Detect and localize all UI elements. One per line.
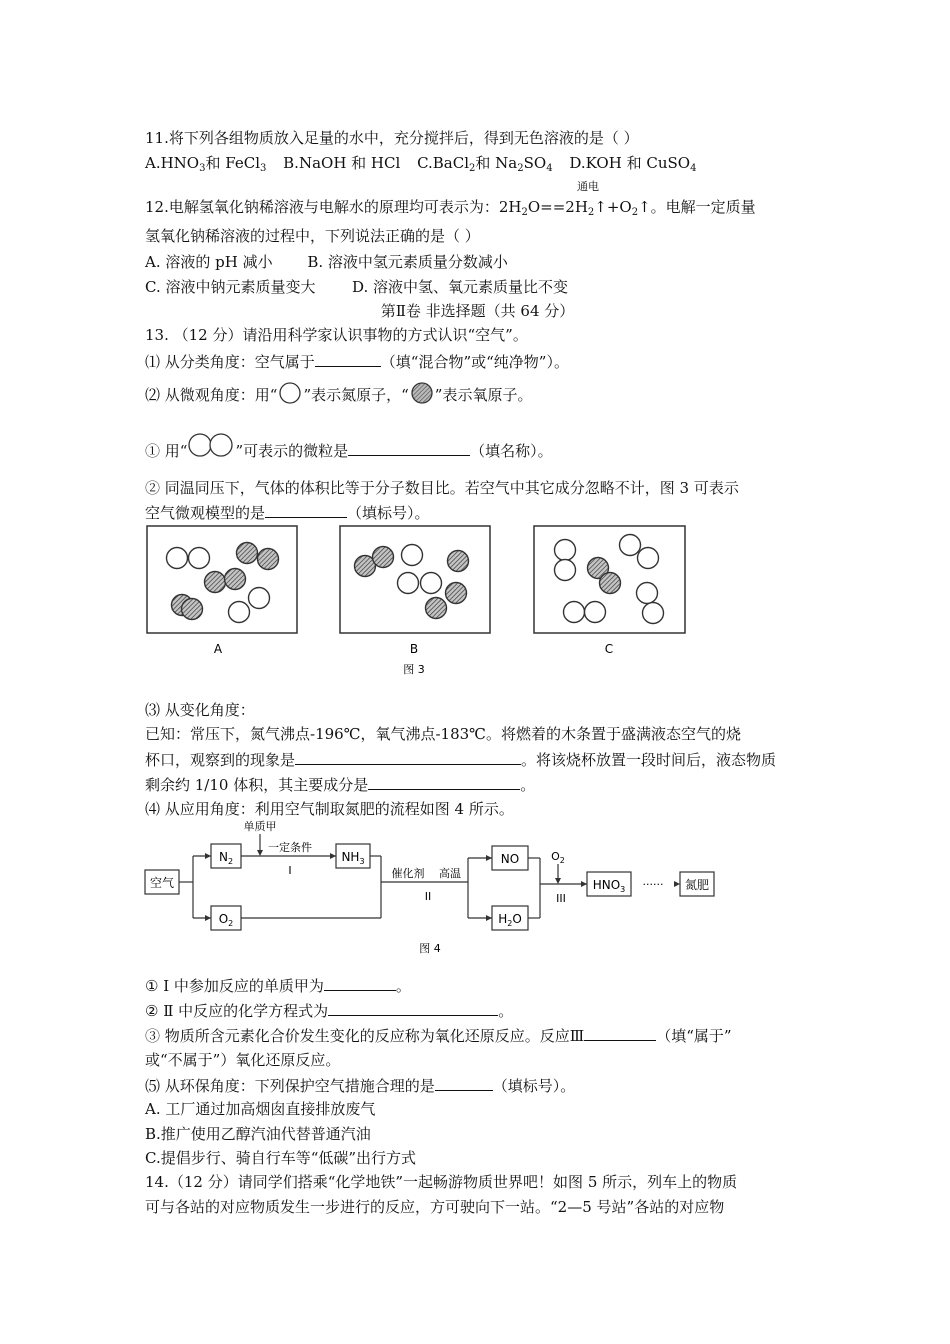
answer-blank[interactable] [584,1025,656,1041]
oxygen-atom-icon [182,599,203,620]
fig3-label-a: A [213,642,223,656]
q13-part2: ⑵ 从微观角度：用“ ”表示氮原子，“ ”表示氧原子。 [145,382,532,405]
nitrogen-atom-icon [189,548,210,569]
fig4-air-label: 空气 [149,876,175,890]
answer-blank[interactable] [348,440,470,456]
q13-part3-line3: 剩余约 1/10 体积，其主要成分是 。 [145,776,536,794]
q13-part3-line2: 杯口，观察到的现象是 。将该烧杯放置一段时间后，液态物质 [145,751,777,769]
fig4-caption: 图 4 [419,942,441,955]
fig3-label-c: C [604,642,614,656]
nitrogen-atom-icon [398,573,419,594]
q12-option-b: B. 溶液中氢元素质量分数减小 [307,253,508,271]
fig4-no-label: NO [500,852,520,866]
q13-stem: 13. （12 分）请沿用科学家认识事物的方式认识“空气”。 [145,326,528,344]
oxygen-atom-icon [446,583,467,604]
fig4-reaction-1-label: I [288,864,292,877]
q12-condition: 通电 [577,180,599,193]
q11-option-c: C.BaCl$_2$和 $Na_2SO_4$ [417,154,553,174]
q11-options [145,153,696,173]
q12-stem-line1: 12.电解氢氧化钠稀溶液与电解水的原理均可表示为：$2H_2O==2H_2↑+O_2↑$。电解一定质量 [145,198,756,218]
fig3-caption: 图 3 [403,663,425,676]
q12-options-ab [145,252,508,272]
nitrogen-atom-icon [277,382,303,404]
fig4-dots: ······ [642,878,664,891]
q13-part5-option-c: C.提倡步行、骑自行车等“低碳”出行方式 [145,1149,417,1167]
q11-option-a: $A.HNO_3$和 FeCl$_3$ [145,154,267,174]
nitrogen-atom-icon [643,603,664,624]
oxygen-atom-icon [237,543,258,564]
oxygen-atom-icon [225,569,246,590]
answer-blank[interactable] [295,749,521,765]
section-title: 第Ⅱ卷 非选择题（共 64 分） [380,302,575,320]
q12-stem-line2: 氢氧化钠稀溶液的过程中，下列说法正确的是（ ） [145,227,480,245]
oxygen-atom-icon [258,549,279,570]
q12-option-d: D. 溶液中氢、氧元素质量比不变 [352,278,569,296]
q13-part4-1: ① Ⅰ 中参加反应的单质甲为 。 [145,977,411,995]
nitrogen-atom-icon [638,548,659,569]
fig4-reaction-3-label: III [556,892,566,905]
q13-part5-option-a: A. 工厂通过加高烟囱直接排放废气 [145,1100,376,1118]
q13-part3-line1: 已知：常压下，氮气沸点-196℃，氧气沸点-183℃。将燃着的木条置于盛满液态空气的烧 [145,725,741,743]
nitrogen-atom-icon [249,588,270,609]
nitrogen-atom-icon [564,602,585,623]
figure-4 [140,818,730,960]
fig4-o2-input-label: $O_2$ [551,850,565,865]
oxygen-atom-icon [426,598,447,619]
fig4-condition-label: 一定条件 [268,841,312,854]
q12-option-a: A. 溶液的 pH 减小 [145,253,273,271]
answer-blank[interactable] [328,1000,498,1016]
oxygen-atom-icon [600,573,621,594]
fig4-n2-label: $N_2$ [218,850,234,866]
q13-part2-2-line2: 空气微观模型的是 （填标号）。 [145,504,430,522]
fig4-h2o-label: $H_2O$ [498,912,522,928]
nitrogen-atom-icon [555,540,576,561]
q13-part4-3-line1: ③ 物质所含元素化合价发生变化的反应称为氧化还原反应。反应Ⅲ （填“属于” [145,1027,732,1045]
q13-part2-2-line1: ② 同温同压下，气体的体积比等于分子数目比。若空气中其它成分忽略不计，图 3 可表示 [145,479,739,497]
q13-part5-option-b: B.推广使用乙醇汽油代替普通汽油 [145,1125,371,1143]
answer-blank[interactable] [368,774,520,790]
q12-equation: $2H_2O==2H_2↑+O_2↑$。电解一定质量 [498,198,756,218]
oxygen-atom-icon [409,382,435,404]
figure-3 [140,520,700,680]
fig4-high-temp-label: 高温 [439,867,461,880]
q14-line1: 14.（12 分）请同学们搭乘“化学地铁”一起畅游物质世界吧！如图 5 所示，列车上的物质 [145,1173,738,1191]
fig3-label-b: B [409,642,419,656]
nitrogen-atom-icon [167,548,188,569]
fig4-element-a-label: 单质甲 [243,820,277,833]
fig4-hno3-label: $HNO_3$ [592,878,626,894]
nitrogen-atom-icon [402,545,423,566]
q13-part3-title: ⑶ 从变化角度： [145,701,255,719]
q13-part1: ⑴ 从分类角度：空气属于 （填“混合物”或“纯净物”）。 [145,353,569,371]
oxygen-atom-icon [205,572,226,593]
nitrogen-atom-icon [637,583,658,604]
q13-part5-title: ⑸ 从环保角度：下列保护空气措施合理的是 （填标号）。 [145,1077,576,1095]
q14-line2: 可与各站的对应物质发生一步进行的反应，方可驶向下一站。“2—5 号站”各站的对应物 [145,1198,725,1216]
fig4-fertilizer-label: 氮肥 [684,878,710,892]
n2-molecule-icon [187,432,235,458]
q12-options-cd [145,277,569,297]
nitrogen-atom-icon [620,535,641,556]
oxygen-atom-icon [373,547,394,568]
nitrogen-atom-icon [555,560,576,581]
nitrogen-atom-icon [421,573,442,594]
oxygen-atom-icon [448,551,469,572]
answer-blank[interactable] [265,502,347,518]
answer-blank[interactable] [315,351,381,367]
fig4-o2-label: $O_2$ [218,912,234,928]
q13-part4-2: ② Ⅱ 中反应的化学方程式为 。 [145,1002,514,1020]
nitrogen-atom-icon [229,602,250,623]
q12-option-c: C. 溶液中钠元素质量变大 [145,278,316,296]
q13-part4-title: ⑷ 从应用角度：利用空气制取氮肥的流程如图 4 所示。 [145,800,514,818]
fig4-nh3-label: $NH_3$ [341,850,365,866]
answer-blank[interactable] [435,1075,493,1091]
q11-option-d: D.KOH 和 CuSO$_4$ [569,154,697,174]
nitrogen-atom-icon [585,602,606,623]
fig4-catalyst-label: 催化剂 [391,867,425,880]
fig4-reaction-2-label: II [424,890,432,903]
q11-option-b: B.NaOH 和 HCl [283,154,401,172]
answer-blank[interactable] [324,975,396,991]
q11-stem: 11.将下列各组物质放入足量的水中，充分搅拌后，得到无色溶液的是（ ） [145,129,639,147]
q13-part4-3-line2: 或“不属于”）氧化还原反应。 [145,1051,341,1069]
q13-part2-1: ① 用“ ”可表示的微粒是 （填名称）。 [145,432,553,461]
